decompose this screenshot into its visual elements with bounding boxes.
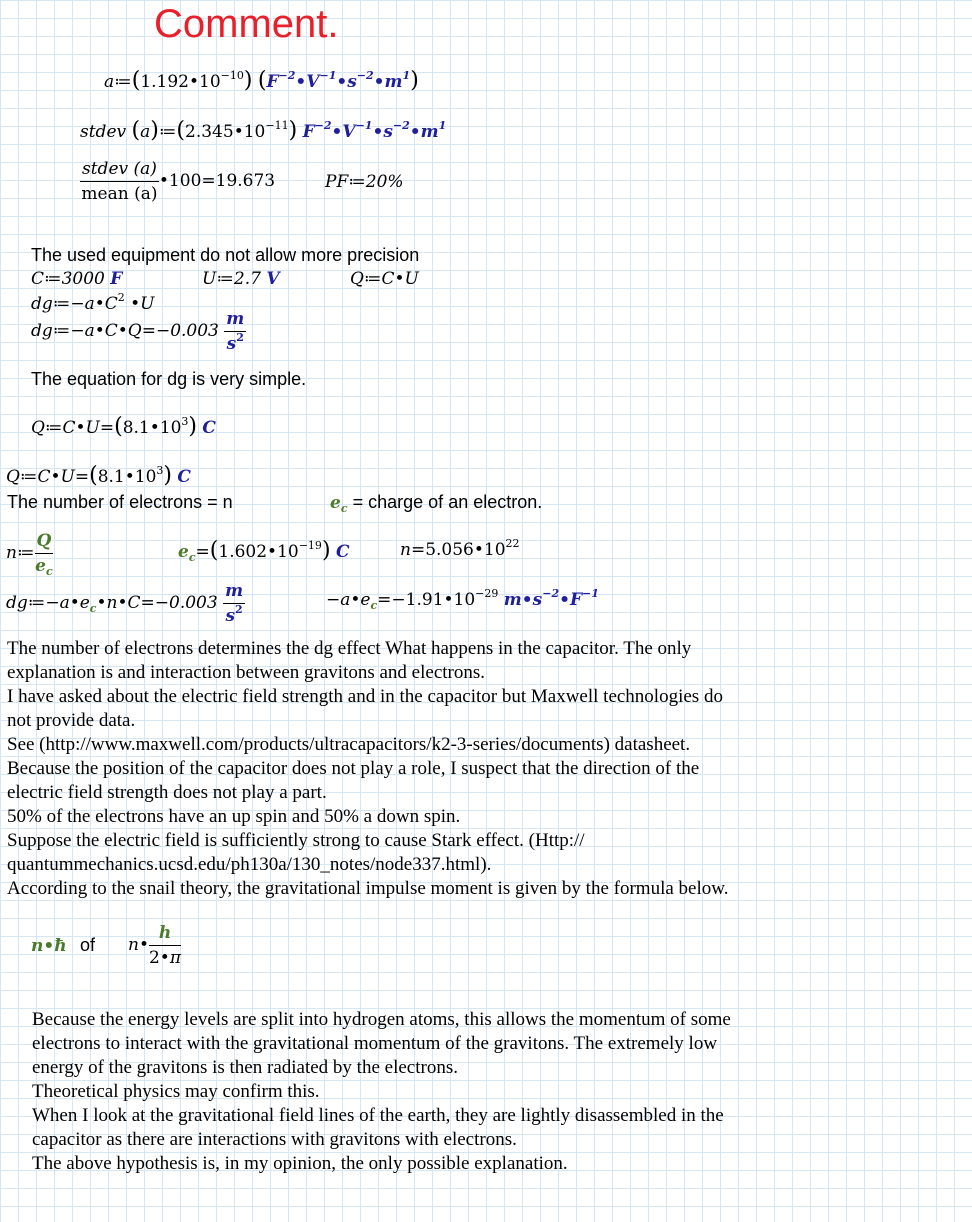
paragraph-line: Because the position of the capacitor does not play a role, I suspect that the direction of the: [7, 758, 700, 779]
equation-U: U≔2.7 V: [202, 269, 280, 289]
paragraph-line: According to the snail theory, the gravitational impulse moment is given by the formula below.: [7, 878, 729, 899]
paragraph-line: Theoretical physics may confirm this.: [32, 1081, 320, 1102]
note-precision: The used equipment do not allow more precision: [31, 245, 420, 265]
paragraph-line: electrons to interact with the gravitational momentum of the gravitons. The extremely low: [32, 1033, 718, 1054]
equation-Q-value-2: $Q≔C•U=(8.1•10^3)$ C: [6, 463, 191, 488]
equation-a-ec: $-a•e_c=-1.91•10^{-29}$ $m•s^{-2}•F^{-1}$: [326, 587, 599, 612]
equation-Q-def: Q≔C•U: [350, 269, 419, 289]
equation-ratio: $\frac{\text{stdev (a)}}{\text{mean (a)}}$ •100=19.673: [81, 159, 276, 204]
paragraph-line: quantummechanics.ucsd.edu/ph130a/130_notes/node337.html).: [7, 854, 492, 875]
equation-a: $a≔(1.192•10^{-10})$ $(F^{-2}•V^{-1}•s^{-2}•m^1)$: [104, 68, 419, 93]
paragraph-line: The number of electrons determines the dg effect What happens in the capacitor. The only: [7, 638, 692, 659]
equation-Q-value-1: $Q≔C•U=(8.1•10^3)$ C: [31, 414, 216, 439]
equation-stdev: stdev $(a)≔(2.345•10^{-11})$ $F^{-2}•V^{-1}•s^{-2}•m^1$: [80, 118, 447, 143]
equation-dg-2: dg≔−a•C•Q=−0.003 $\frac{m}{s^2}$: [31, 309, 245, 354]
paragraph-line: not provide data.: [7, 710, 136, 731]
formula-of: of: [80, 935, 96, 955]
equation-C: C≔3000 F: [31, 269, 123, 289]
note-electrons: The number of electrons = n: [7, 492, 233, 512]
paragraph-line: Suppose the electric field is sufficiently strong to cause Stark effect. (Http://: [7, 830, 585, 851]
formula-n-hbar: n•ħ: [31, 936, 67, 956]
paragraph-line: explanation is and interaction between gravitons and electrons.: [7, 662, 486, 683]
equation-ec: $e_c=(1.602•10^{-19})$ C: [178, 538, 350, 564]
equation-pf: PF≔20%: [325, 172, 404, 192]
page-title: Comment.: [154, 2, 339, 46]
equation-n-value: $n=5.056•10^{22}$: [400, 537, 520, 560]
equation-n-def: n≔ $\frac{Q}{e_c}$: [6, 531, 53, 578]
paragraph-line: When I look at the gravitational field lines of the earth, they are lightly disassembled in the: [32, 1105, 724, 1126]
paragraph-hypothesis: [32, 1008, 962, 1176]
paragraph-line: capacitor as there are interactions with gravitons with electrons.: [32, 1129, 517, 1150]
paragraph-explanation: [7, 637, 957, 901]
paragraph-line: I have asked about the electric field strength and in the capacitor but Maxwell technologies do: [7, 686, 723, 707]
equation-dg-3: $dg≔-a•e_c•n•C=-0.003$ $\frac{m}{s^2}$: [6, 581, 244, 626]
note-charge: $e_c$ = charge of an electron.: [330, 492, 543, 515]
paragraph-line: The above hypothesis is, in my opinion, the only possible explanation.: [32, 1153, 568, 1174]
paragraph-line: electric field strength does not play a part.: [7, 782, 327, 803]
equation-dg-1: $dg≔-a•C^2$ •U: [31, 291, 155, 314]
note-simple: The equation for dg is very simple.: [31, 369, 307, 389]
paragraph-line: 50% of the electrons have an up spin and 50% a down spin.: [7, 806, 461, 827]
paragraph-line: See (http://www.maxwell.com/products/ultracapacitors/k2-3-series/documents) datasheet.: [7, 734, 691, 755]
formula-n-h-over-2pi: n• $\frac{h}{2•\pi}$: [128, 923, 182, 968]
paragraph-line: energy of the gravitons is then radiated by the electrons.: [32, 1057, 458, 1078]
paragraph-line: Because the energy levels are split into hydrogen atoms, this allows the momentum of some: [32, 1009, 731, 1030]
